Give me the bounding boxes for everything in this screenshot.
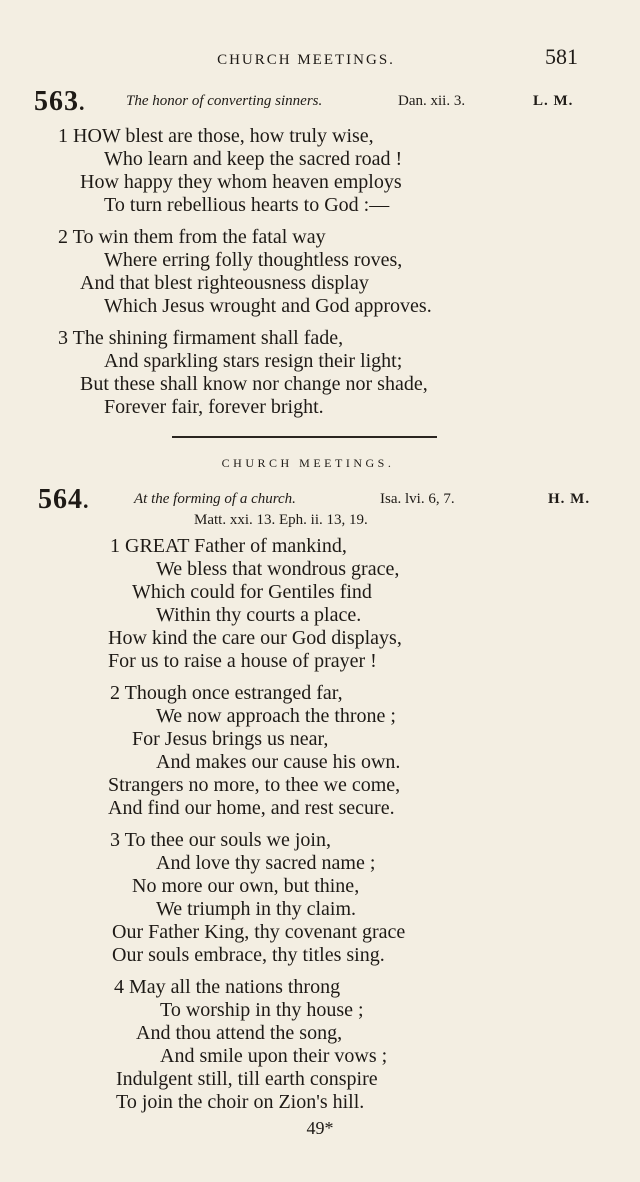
signature-mark: 49* — [306, 1118, 334, 1138]
verse-line: But these shall know nor change nor shade, — [80, 373, 428, 395]
hymn-564-subject: At the forming of a church. — [134, 491, 296, 507]
verse-line: And thou attend the song, — [136, 1022, 343, 1044]
verse-line: For Jesus brings us near, — [132, 728, 329, 750]
verse-line: 3 The shining firmament shall fade, — [58, 327, 344, 349]
hymn-number-text: 564 — [38, 484, 83, 515]
running-title: CHURCH MEETINGS. — [217, 52, 395, 68]
hymn-563-number — [34, 86, 86, 118]
verse-line: How kind the care our God displays, — [108, 627, 402, 649]
verse-line: And makes our cause his own. — [156, 751, 401, 773]
verse-line: 4 May all the nations throng — [114, 976, 341, 998]
verse-line: We bless that wondrous grace, — [156, 558, 400, 580]
verse-line: We triumph in thy claim. — [156, 898, 357, 920]
verse-line: And find our home, and rest secure. — [108, 797, 395, 819]
hymn-number-text: 563 — [34, 86, 79, 117]
verse-line: No more our own, but thine, — [132, 875, 360, 897]
verse-line: 2 Though once estranged far, — [110, 682, 343, 704]
hymn-564-number — [38, 484, 90, 516]
verse-line: Which could for Gentiles find — [132, 581, 372, 603]
hymn-number-period: . — [79, 90, 86, 115]
verse-line: For us to raise a house of prayer ! — [108, 650, 377, 672]
verse-line: Our Father King, thy covenant grace — [112, 921, 406, 943]
hymn-563-subject: The honor of converting sinners. — [126, 93, 323, 109]
hymn-564-meter: H. M. — [548, 491, 591, 507]
verse-line: How happy they whom heaven employs — [80, 171, 402, 193]
verse-line: And smile upon their vows ; — [160, 1045, 388, 1067]
verse-line: Where erring folly thoughtless roves, — [104, 249, 403, 271]
verse-line: Within thy courts a place. — [156, 604, 362, 626]
verse-line: Who learn and keep the sacred road ! — [104, 148, 403, 170]
verse-line: To join the choir on Zion's hill. — [116, 1091, 365, 1113]
verse-line: To worship in thy house ; — [160, 999, 364, 1021]
hymn-564-reference: Isa. lvi. 6, 7. — [380, 491, 455, 507]
verse-line: Indulgent still, till earth conspire — [116, 1068, 378, 1090]
hymn-563-meter: L. M. — [533, 93, 574, 109]
hymn-563-reference: Dan. xii. 3. — [398, 93, 466, 109]
hymn-number-period: . — [83, 488, 90, 513]
section-heading: CHURCH MEETINGS. — [221, 456, 395, 470]
verse-line: And sparkling stars resign their light; — [104, 350, 403, 372]
verse-line: 3 To thee our souls we join, — [110, 829, 331, 851]
verse-line: Our souls embrace, thy titles sing. — [112, 944, 385, 966]
hymn-564-reference-2: Matt. xxi. 13. Eph. ii. 13, 19. — [194, 512, 368, 528]
verse-line: Forever fair, forever bright. — [104, 396, 324, 418]
verse-line: We now approach the throne ; — [156, 705, 396, 727]
page-number: 581 — [545, 44, 578, 69]
verse-line: Which Jesus wrought and God approves. — [104, 295, 432, 317]
verse-line: And love thy sacred name ; — [156, 852, 376, 874]
verse-line: To turn rebellious hearts to God :— — [104, 194, 390, 216]
verse-line: 1 GREAT Father of mankind, — [110, 535, 347, 557]
verse-line: 1 HOW blest are those, how truly wise, — [58, 125, 374, 147]
verse-line: Strangers no more, to thee we come, — [108, 774, 401, 796]
verse-line: 2 To win them from the fatal way — [58, 226, 326, 248]
section-divider — [172, 436, 437, 438]
verse-line: And that blest righteousness display — [80, 272, 369, 294]
